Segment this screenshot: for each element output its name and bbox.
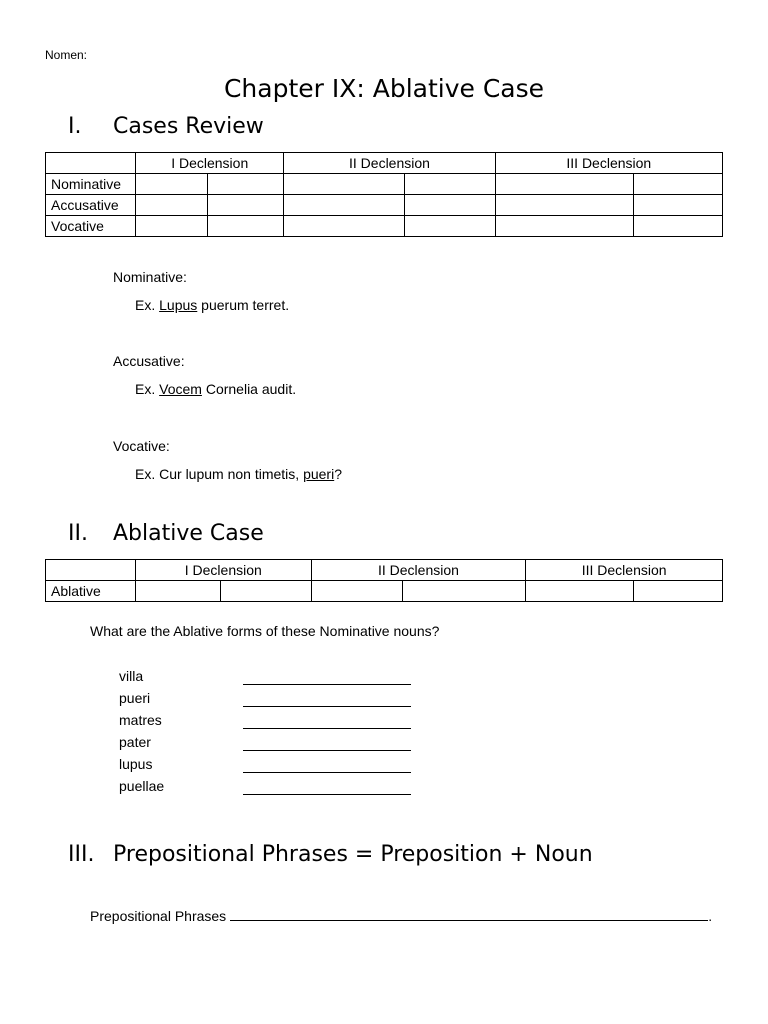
answer-cell[interactable] <box>284 195 404 216</box>
answer-cell[interactable] <box>633 195 722 216</box>
section-3-heading <box>68 842 593 867</box>
answer-cell[interactable] <box>208 174 284 195</box>
answer-cell[interactable] <box>495 174 633 195</box>
section-number: II. <box>68 521 88 546</box>
answer-cell[interactable] <box>284 216 404 237</box>
period: . <box>708 908 713 924</box>
accusative-example <box>135 381 296 397</box>
section-1-heading <box>68 114 264 139</box>
example-suffix: puerum terret. <box>197 297 290 313</box>
row-header: Ablative <box>46 581 136 602</box>
underlined-word: Vocem <box>159 381 202 397</box>
answer-cell[interactable] <box>220 581 311 602</box>
example-prefix: Ex. <box>135 381 160 397</box>
vocative-example <box>135 466 342 482</box>
noun-matres: matres <box>119 712 162 728</box>
answer-cell[interactable] <box>136 195 208 216</box>
answer-line[interactable] <box>243 684 411 685</box>
answer-line[interactable] <box>243 772 411 773</box>
row-header: Nominative <box>46 174 136 195</box>
noun-lupus: lupus <box>119 756 153 772</box>
answer-cell[interactable] <box>495 216 633 237</box>
nominative-label: Nominative: <box>113 269 187 285</box>
answer-cell[interactable] <box>495 195 633 216</box>
answer-cell[interactable] <box>208 216 284 237</box>
noun-villa: villa <box>119 668 144 684</box>
answer-cell[interactable] <box>526 581 634 602</box>
column-header: III Declension <box>495 153 722 174</box>
underlined-word: Lupus <box>159 297 198 313</box>
section-title: Ablative Case <box>113 521 264 546</box>
corner-cell <box>46 153 136 174</box>
nomen-label: Nomen: <box>45 48 88 62</box>
cases-review-table <box>45 152 723 237</box>
answer-cell[interactable] <box>633 216 722 237</box>
table-row <box>46 174 723 195</box>
answer-cell[interactable] <box>136 216 208 237</box>
answer-cell[interactable] <box>404 216 495 237</box>
row-header: Vocative <box>46 216 136 237</box>
noun-pater: pater <box>119 734 151 750</box>
ablative-table <box>45 559 723 602</box>
table-row <box>46 195 723 216</box>
column-header: I Declension <box>135 560 311 581</box>
column-header: II Declension <box>284 153 495 174</box>
noun-pueri: pueri <box>119 690 151 706</box>
answer-cell[interactable] <box>633 174 722 195</box>
answer-cell[interactable] <box>311 581 403 602</box>
answer-cell[interactable] <box>404 195 495 216</box>
answer-line[interactable] <box>243 728 411 729</box>
answer-line[interactable] <box>243 794 411 795</box>
vocative-label: Vocative: <box>113 438 170 454</box>
answer-cell[interactable] <box>135 581 220 602</box>
section-number: I. <box>68 114 82 139</box>
example-suffix: Cornelia audit. <box>201 381 297 397</box>
example-prefix: Ex. Cur lupum non timetis, <box>135 466 304 482</box>
answer-line[interactable] <box>243 750 411 751</box>
section-title: Prepositional Phrases = Preposition + Noun <box>113 842 593 867</box>
answer-cell[interactable] <box>208 195 284 216</box>
ablative-question: What are the Ablative forms of these Nominative nouns? <box>90 623 440 639</box>
example-prefix: Ex. <box>135 297 160 313</box>
underlined-word: pueri <box>303 466 335 482</box>
column-header: III Declension <box>526 560 723 581</box>
table-header-row <box>46 153 723 174</box>
section-number: III. <box>68 842 95 867</box>
corner-cell <box>46 560 136 581</box>
nominative-example <box>135 297 289 313</box>
answer-cell[interactable] <box>403 581 526 602</box>
table-header-row <box>46 560 723 581</box>
prepositional-phrases-row <box>90 908 712 924</box>
answer-cell[interactable] <box>404 174 495 195</box>
answer-line[interactable] <box>230 910 708 921</box>
row-header: Accusative <box>46 195 136 216</box>
example-suffix: ? <box>334 466 342 482</box>
noun-puellae: puellae <box>119 778 165 794</box>
table-row <box>46 216 723 237</box>
answer-cell[interactable] <box>284 174 404 195</box>
answer-line[interactable] <box>243 706 411 707</box>
accusative-label: Accusative: <box>113 353 185 369</box>
column-header: I Declension <box>136 153 284 174</box>
section-2-heading <box>68 521 264 546</box>
page-title: Chapter IX: Ablative Case <box>223 74 545 103</box>
answer-cell[interactable] <box>136 174 208 195</box>
section-title: Cases Review <box>113 114 264 139</box>
table-row <box>46 581 723 602</box>
column-header: II Declension <box>311 560 526 581</box>
answer-cell[interactable] <box>634 581 723 602</box>
prepositional-phrases-label: Prepositional Phrases <box>90 908 227 924</box>
